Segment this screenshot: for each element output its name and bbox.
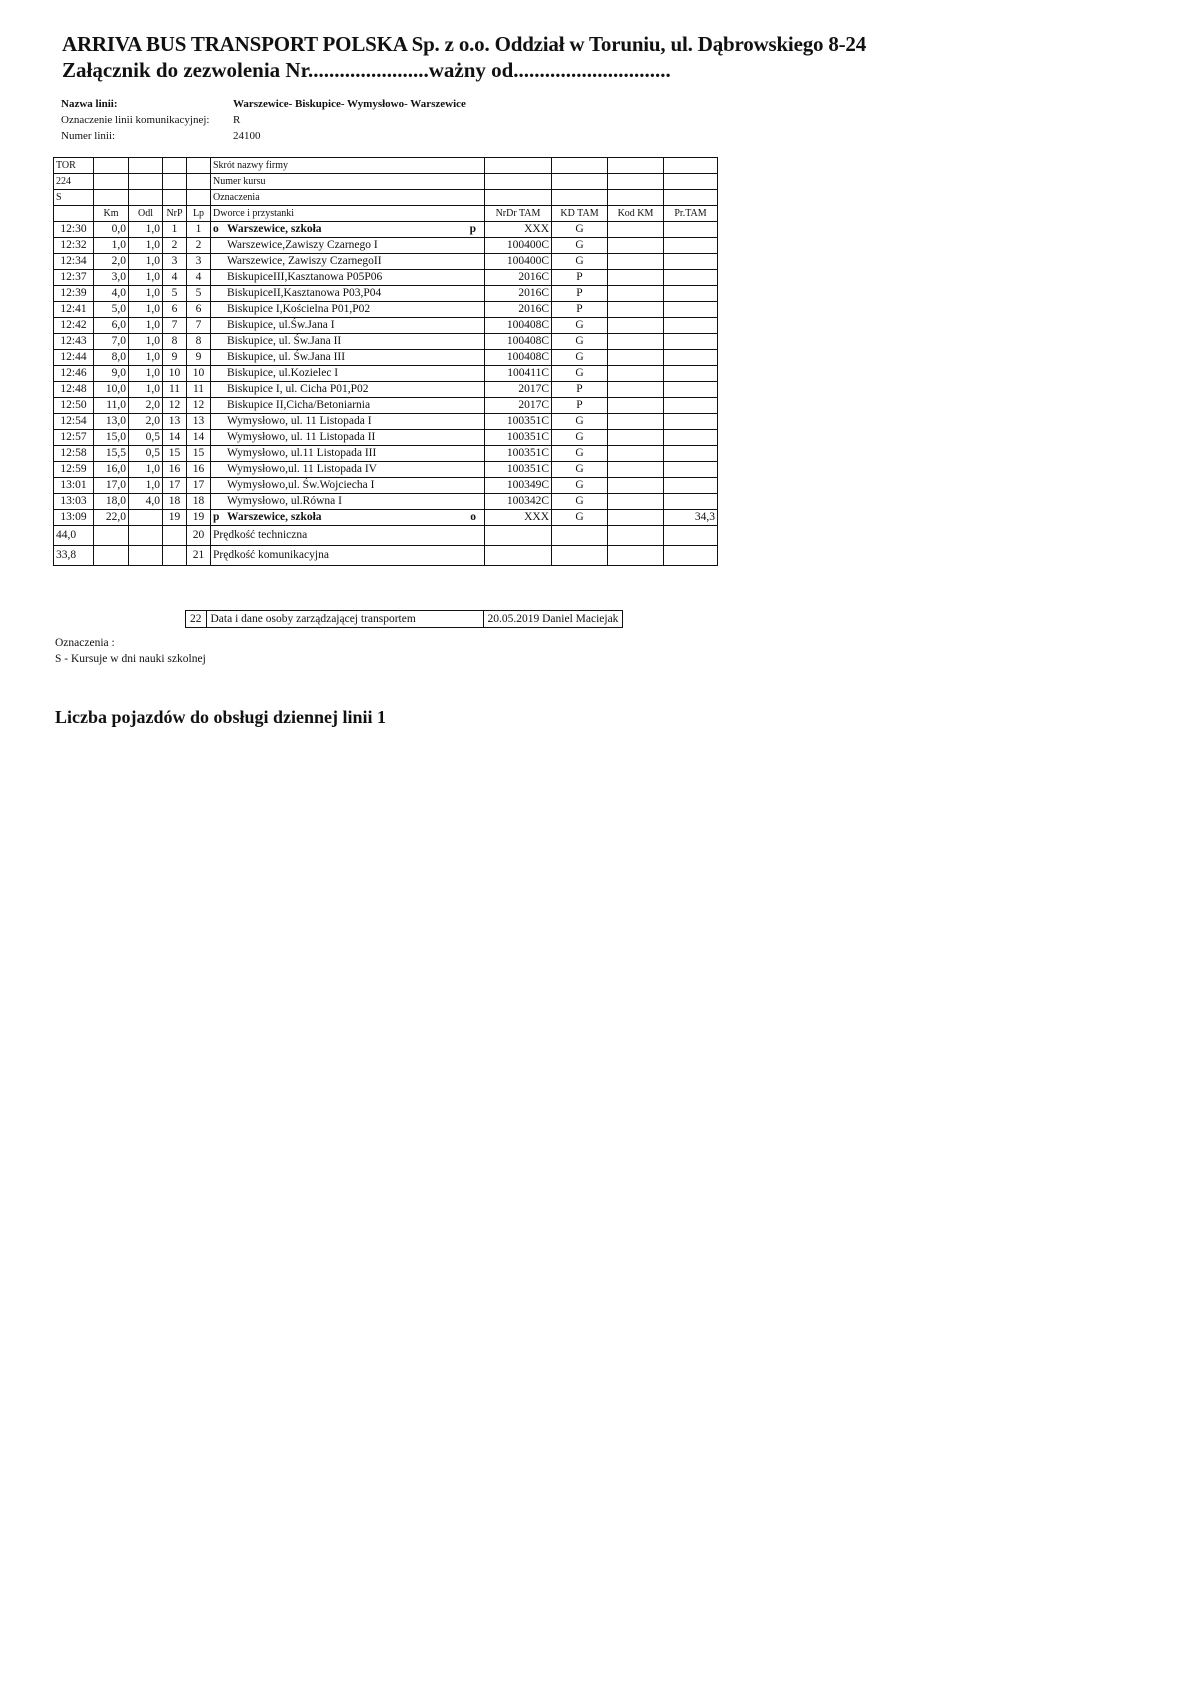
cell-odl: 1,0 — [129, 318, 163, 334]
table-row — [54, 398, 718, 414]
cell-stop — [211, 350, 485, 366]
cell-nrp: 11 — [163, 382, 187, 398]
cell-pr — [664, 286, 718, 302]
cell-km: 17,0 — [94, 478, 129, 494]
cell-pr — [664, 254, 718, 270]
table-row — [54, 510, 718, 526]
manager-lp: 22 — [186, 611, 207, 628]
cell-t: 12:41 — [54, 302, 94, 318]
table-row — [54, 366, 718, 382]
summary-label: Prędkość komunikacyjna — [211, 546, 485, 566]
cell-km: 9,0 — [94, 366, 129, 382]
markings-label: Oznaczenia — [211, 190, 485, 206]
manager-value: 20.05.2019 Daniel Maciejak — [483, 611, 623, 628]
header-line-2: Załącznik do zezwolenia Nr.......................ważny od.............................. — [62, 58, 671, 82]
summary-empty-cell — [608, 526, 664, 546]
cell-t: 13:03 — [54, 494, 94, 510]
legend-title: Oznaczenia : — [55, 637, 115, 649]
stop-name: Biskupice I, ul. Cicha P01,P02 — [227, 383, 369, 395]
table-row — [54, 382, 718, 398]
cell-pr — [664, 398, 718, 414]
cell-nrp: 17 — [163, 478, 187, 494]
cell-nrdr: 100351C — [485, 430, 552, 446]
cell-t: 12:30 — [54, 222, 94, 238]
cell-kd: G — [552, 430, 608, 446]
cell-t: 13:01 — [54, 478, 94, 494]
stop-name: Wymysłowo, ul.Równa I — [227, 495, 342, 507]
column-headers — [54, 206, 718, 222]
summary-row — [54, 546, 718, 566]
cell-kod — [608, 334, 664, 350]
cell-stop — [211, 446, 485, 462]
cell-stop — [211, 286, 485, 302]
cell-lp: 1 — [187, 222, 211, 238]
cell-nrp: 1 — [163, 222, 187, 238]
stop-name: Biskupice, ul. Św.Jana III — [227, 351, 346, 363]
cell-stop — [211, 334, 485, 350]
cell-stop — [211, 222, 485, 238]
cell-pr — [664, 446, 718, 462]
table-row — [54, 318, 718, 334]
cell-nrp: 4 — [163, 270, 187, 286]
cell-kd: G — [552, 318, 608, 334]
cell-odl: 1,0 — [129, 270, 163, 286]
cell-stop — [211, 462, 485, 478]
cell-kd: P — [552, 382, 608, 398]
cell-kod — [608, 350, 664, 366]
cell-pr — [664, 430, 718, 446]
course-number-label: Numer kursu — [211, 174, 485, 190]
summary-row — [54, 526, 718, 546]
cell-stop — [211, 270, 485, 286]
cell-pr — [664, 382, 718, 398]
cell-pr — [664, 414, 718, 430]
cell-kd: G — [552, 238, 608, 254]
cell-odl — [129, 510, 163, 526]
tor-number: 224 — [54, 174, 94, 190]
cell-nrp: 15 — [163, 446, 187, 462]
cell-nrp: 9 — [163, 350, 187, 366]
summary-empty-cell — [552, 546, 608, 566]
cell-lp: 5 — [187, 286, 211, 302]
cell-km: 5,0 — [94, 302, 129, 318]
stop-name: Wymysłowo, ul. 11 Listopada I — [227, 415, 372, 427]
cell-km: 10,0 — [94, 382, 129, 398]
cell-nrdr: 100349C — [485, 478, 552, 494]
summary-label: Prędkość techniczna — [211, 526, 485, 546]
summary-empty-cell — [608, 546, 664, 566]
cell-t: 12:57 — [54, 430, 94, 446]
cell-kod — [608, 382, 664, 398]
summary-empty-cell — [552, 526, 608, 546]
line-name-value: Warszewice- Biskupice- Wymysłowo- Warszewice — [233, 98, 466, 110]
cell-nrdr: 2016C — [485, 302, 552, 318]
cell-odl: 1,0 — [129, 334, 163, 350]
summary-empty-cell — [485, 546, 552, 566]
cell-lp: 10 — [187, 366, 211, 382]
cell-nrp: 2 — [163, 238, 187, 254]
stop-name: BiskupiceII,Kasztanowa P03,P04 — [227, 287, 382, 299]
stop-name: Biskupice, ul. Św.Jana II — [227, 335, 342, 347]
cell-odl: 1,0 — [129, 302, 163, 318]
tor-mark: S — [54, 190, 94, 206]
cell-pr: 34,3 — [664, 510, 718, 526]
line-name-label: Nazwa linii: — [61, 98, 118, 110]
cell-nrdr: 100400C — [485, 238, 552, 254]
cell-nrdr: 100408C — [485, 350, 552, 366]
table-row — [54, 462, 718, 478]
cell-km: 16,0 — [94, 462, 129, 478]
cell-stop — [211, 398, 485, 414]
timetable — [53, 157, 718, 566]
header-km: Km — [94, 206, 129, 222]
summary-empty-cell — [129, 526, 163, 546]
stop-name: Wymysłowo, ul. 11 Listopada II — [227, 431, 376, 443]
header-kod: Kod KM — [608, 206, 664, 222]
stop-mark: o — [213, 223, 219, 235]
cell-kod — [608, 414, 664, 430]
cell-kd: G — [552, 254, 608, 270]
cell-km: 7,0 — [94, 334, 129, 350]
cell-kd: G — [552, 414, 608, 430]
cell-nrp: 3 — [163, 254, 187, 270]
cell-km: 4,0 — [94, 286, 129, 302]
cell-pr — [664, 462, 718, 478]
cell-odl: 2,0 — [129, 398, 163, 414]
cell-kd: G — [552, 334, 608, 350]
header-stops: Dworce i przystanki — [211, 206, 485, 222]
table-row — [54, 430, 718, 446]
stop-tag: p — [469, 223, 476, 235]
table-row — [54, 414, 718, 430]
header-nrp: NrP — [163, 206, 187, 222]
cell-km: 13,0 — [94, 414, 129, 430]
table-row — [54, 238, 718, 254]
stop-name: Wymysłowo,ul. 11 Listopada IV — [227, 463, 377, 475]
stop-name: Wymysłowo,ul. Św.Wojciecha I — [227, 479, 375, 491]
cell-kod — [608, 302, 664, 318]
cell-pr — [664, 222, 718, 238]
cell-kd: G — [552, 478, 608, 494]
table-row — [54, 334, 718, 350]
cell-lp: 13 — [187, 414, 211, 430]
top-row-1 — [54, 158, 718, 174]
cell-odl: 1,0 — [129, 478, 163, 494]
cell-odl: 1,0 — [129, 238, 163, 254]
cell-kod — [608, 254, 664, 270]
summary-empty-cell — [664, 546, 718, 566]
summary-empty-cell — [485, 526, 552, 546]
cell-stop — [211, 510, 485, 526]
cell-nrp: 12 — [163, 398, 187, 414]
stop-name: Warszewice, Zawiszy CzarnegoII — [227, 255, 382, 267]
cell-t: 12:46 — [54, 366, 94, 382]
cell-nrp: 14 — [163, 430, 187, 446]
line-number-label: Numer linii: — [61, 130, 116, 142]
cell-t: 12:50 — [54, 398, 94, 414]
stop-name: Warszewice, szkoła — [227, 511, 322, 523]
stop-name: Biskupice I,Kościelna P01,P02 — [227, 303, 371, 315]
cell-kd: G — [552, 494, 608, 510]
summary-empty-cell — [664, 526, 718, 546]
cell-nrp: 18 — [163, 494, 187, 510]
cell-odl: 4,0 — [129, 494, 163, 510]
cell-km: 6,0 — [94, 318, 129, 334]
cell-km: 1,0 — [94, 238, 129, 254]
cell-nrdr: XXX — [485, 510, 552, 526]
header-kd: KD TAM — [552, 206, 608, 222]
cell-lp: 12 — [187, 398, 211, 414]
cell-kd: G — [552, 350, 608, 366]
cell-kod — [608, 430, 664, 446]
cell-kd: G — [552, 462, 608, 478]
cell-stop — [211, 318, 485, 334]
cell-kod — [608, 462, 664, 478]
cell-nrdr: 100408C — [485, 318, 552, 334]
manager-label: Data i dane osoby zarządzającej transportem — [206, 611, 483, 628]
legend-s: S - Kursuje w dni nauki szkolnej — [55, 653, 206, 665]
stop-mark: p — [213, 511, 220, 523]
cell-kd: P — [552, 270, 608, 286]
top-row-2 — [54, 174, 718, 190]
cell-lp: 18 — [187, 494, 211, 510]
cell-stop — [211, 478, 485, 494]
table-row — [54, 446, 718, 462]
cell-stop — [211, 430, 485, 446]
cell-lp: 8 — [187, 334, 211, 350]
summary-empty-cell — [129, 546, 163, 566]
cell-nrdr: 100411C — [485, 366, 552, 382]
summary-lp: 21 — [187, 546, 211, 566]
stop-name: BiskupiceIII,Kasztanowa P05P06 — [227, 271, 383, 283]
cell-nrdr: 100400C — [485, 254, 552, 270]
cell-lp: 4 — [187, 270, 211, 286]
cell-km: 8,0 — [94, 350, 129, 366]
manager-box — [185, 610, 623, 628]
cell-nrdr: 2016C — [485, 270, 552, 286]
tor-label: TOR — [54, 158, 94, 174]
cell-nrp: 6 — [163, 302, 187, 318]
summary-value: 44,0 — [54, 526, 94, 546]
cell-lp: 9 — [187, 350, 211, 366]
cell-pr — [664, 238, 718, 254]
cell-lp: 14 — [187, 430, 211, 446]
summary-value: 33,8 — [54, 546, 94, 566]
cell-t: 12:59 — [54, 462, 94, 478]
cell-lp: 11 — [187, 382, 211, 398]
cell-lp: 15 — [187, 446, 211, 462]
stop-name: Wymysłowo, ul.11 Listopada III — [227, 447, 377, 459]
table-row — [54, 222, 718, 238]
cell-lp: 17 — [187, 478, 211, 494]
cell-kod — [608, 446, 664, 462]
cell-t: 12:42 — [54, 318, 94, 334]
cell-kod — [608, 238, 664, 254]
header-line-1: ARRIVA BUS TRANSPORT POLSKA Sp. z o.o. Oddział w Toruniu, ul. Dąbrowskiego 8-24 — [62, 32, 867, 56]
stop-name: Warszewice,Zawiszy Czarnego I — [227, 239, 378, 251]
summary-lp: 20 — [187, 526, 211, 546]
cell-lp: 3 — [187, 254, 211, 270]
table-row — [54, 302, 718, 318]
cell-stop — [211, 414, 485, 430]
cell-t: 13:09 — [54, 510, 94, 526]
cell-nrp: 13 — [163, 414, 187, 430]
cell-nrdr: XXX — [485, 222, 552, 238]
cell-stop — [211, 382, 485, 398]
cell-lp: 7 — [187, 318, 211, 334]
cell-lp: 19 — [187, 510, 211, 526]
cell-pr — [664, 494, 718, 510]
cell-nrdr: 100351C — [485, 462, 552, 478]
cell-nrdr: 2017C — [485, 382, 552, 398]
cell-t: 12:58 — [54, 446, 94, 462]
cell-odl: 1,0 — [129, 382, 163, 398]
cell-t: 12:39 — [54, 286, 94, 302]
table-row — [54, 270, 718, 286]
cell-odl: 2,0 — [129, 414, 163, 430]
cell-km: 11,0 — [94, 398, 129, 414]
cell-nrdr: 100408C — [485, 334, 552, 350]
cell-kd: G — [552, 366, 608, 382]
stop-name: Biskupice, ul.Św.Jana I — [227, 319, 335, 331]
cell-kod — [608, 478, 664, 494]
cell-nrp: 5 — [163, 286, 187, 302]
line-designation-value: R — [233, 114, 241, 126]
cell-km: 0,0 — [94, 222, 129, 238]
cell-pr — [664, 270, 718, 286]
cell-km: 18,0 — [94, 494, 129, 510]
cell-odl: 1,0 — [129, 350, 163, 366]
header-odl: Odl — [129, 206, 163, 222]
cell-t: 12:48 — [54, 382, 94, 398]
cell-odl: 1,0 — [129, 462, 163, 478]
cell-stop — [211, 254, 485, 270]
cell-kd: P — [552, 302, 608, 318]
cell-t: 12:54 — [54, 414, 94, 430]
vehicles-count: Liczba pojazdów do obsługi dziennej linii 1 — [55, 707, 387, 727]
cell-odl: 1,0 — [129, 222, 163, 238]
cell-kod — [608, 398, 664, 414]
cell-stop — [211, 302, 485, 318]
cell-kd: P — [552, 286, 608, 302]
cell-kod — [608, 286, 664, 302]
summary-empty-cell — [94, 546, 129, 566]
cell-km: 15,0 — [94, 430, 129, 446]
cell-stop — [211, 494, 485, 510]
cell-nrdr: 2016C — [485, 286, 552, 302]
cell-km: 22,0 — [94, 510, 129, 526]
cell-nrp: 10 — [163, 366, 187, 382]
cell-km: 2,0 — [94, 254, 129, 270]
cell-t: 12:43 — [54, 334, 94, 350]
cell-kod — [608, 270, 664, 286]
cell-odl: 1,0 — [129, 366, 163, 382]
cell-nrp: 16 — [163, 462, 187, 478]
cell-kd: G — [552, 510, 608, 526]
cell-pr — [664, 302, 718, 318]
cell-odl: 0,5 — [129, 446, 163, 462]
stop-tag: o — [470, 511, 476, 523]
cell-kod — [608, 318, 664, 334]
cell-pr — [664, 334, 718, 350]
cell-pr — [664, 366, 718, 382]
header-pr: Pr.TAM — [664, 206, 718, 222]
cell-pr — [664, 318, 718, 334]
cell-kod — [608, 366, 664, 382]
table-row — [54, 350, 718, 366]
cell-odl: 0,5 — [129, 430, 163, 446]
stop-name: Warszewice, szkoła — [227, 223, 322, 235]
cell-kd: G — [552, 446, 608, 462]
cell-kd: G — [552, 222, 608, 238]
summary-empty-cell — [94, 526, 129, 546]
cell-km: 3,0 — [94, 270, 129, 286]
cell-stop — [211, 238, 485, 254]
company-abbrev-label: Skrót nazwy firmy — [211, 158, 485, 174]
cell-nrdr: 2017C — [485, 398, 552, 414]
cell-t: 12:32 — [54, 238, 94, 254]
cell-nrdr: 100351C — [485, 446, 552, 462]
summary-empty-cell — [163, 546, 187, 566]
cell-kod — [608, 494, 664, 510]
cell-pr — [664, 478, 718, 494]
cell-km: 15,5 — [94, 446, 129, 462]
cell-lp: 2 — [187, 238, 211, 254]
cell-kod — [608, 222, 664, 238]
table-row — [54, 286, 718, 302]
cell-t: 12:44 — [54, 350, 94, 366]
table-row — [54, 478, 718, 494]
stop-name: Biskupice, ul.Kozielec I — [227, 367, 339, 379]
line-designation-label: Oznaczenie linii komunikacyjnej: — [61, 114, 210, 126]
cell-nrp: 8 — [163, 334, 187, 350]
table-row — [54, 254, 718, 270]
summary-empty-cell — [163, 526, 187, 546]
cell-lp: 6 — [187, 302, 211, 318]
line-number-value: 24100 — [233, 130, 261, 142]
top-row-3 — [54, 190, 718, 206]
cell-t: 12:37 — [54, 270, 94, 286]
table-row — [54, 494, 718, 510]
cell-odl: 1,0 — [129, 254, 163, 270]
cell-nrp: 7 — [163, 318, 187, 334]
cell-nrdr: 100351C — [485, 414, 552, 430]
header-lp: Lp — [187, 206, 211, 222]
cell-kod — [608, 510, 664, 526]
header-time — [54, 206, 94, 222]
cell-lp: 16 — [187, 462, 211, 478]
cell-pr — [664, 350, 718, 366]
cell-odl: 1,0 — [129, 286, 163, 302]
cell-stop — [211, 366, 485, 382]
cell-kd: P — [552, 398, 608, 414]
cell-nrp: 19 — [163, 510, 187, 526]
stop-name: Biskupice II,Cicha/Betoniarnia — [227, 399, 371, 411]
cell-nrdr: 100342C — [485, 494, 552, 510]
header-nrdr: NrDr TAM — [485, 206, 552, 222]
cell-t: 12:34 — [54, 254, 94, 270]
